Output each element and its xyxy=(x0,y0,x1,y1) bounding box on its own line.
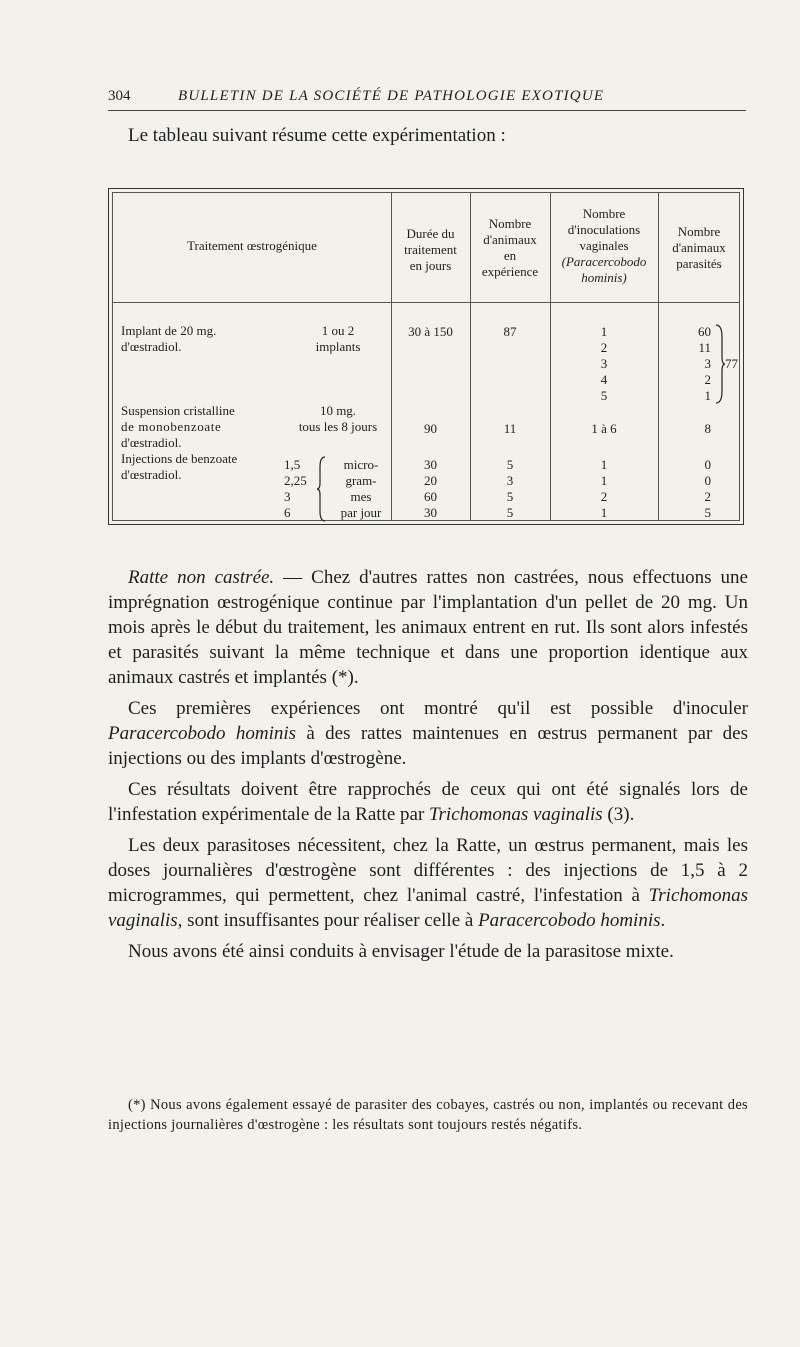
row3-duration-3: 60 xyxy=(424,489,437,504)
results-table xyxy=(108,188,744,525)
row3-inoc-4: 1 xyxy=(600,505,608,520)
row3-parasit-4: 5 xyxy=(704,505,711,520)
row3-animals-4: 5 xyxy=(506,505,514,520)
row2-inoc: 1 à 6 xyxy=(591,421,617,436)
row1-parasit-2: 11 xyxy=(698,340,711,355)
row3-dose-1: 1,5 xyxy=(284,457,301,472)
row3-dose-2: 2,25 xyxy=(284,473,307,488)
footnote: (*) Nous avons également essayé de parasiter des cobayes, castrés ou non, implantés ou recevant des injections journalières d'œstrogène : les résultats sont toujours restés négatifs. xyxy=(108,1097,748,1133)
row2-dose-line2: tous les 8 jours xyxy=(298,419,378,434)
row3-unit-3: mes xyxy=(350,489,372,504)
row1-parasit-5: 1 xyxy=(704,388,711,403)
row1-inoc-2: 2 xyxy=(600,340,608,355)
row3-parasit-1: 0 xyxy=(704,457,711,472)
paragraph-deux-parasitoses: Les deux parasitoses nécessitent, chez la Ratte, un œstrus permanent, mais les doses journalières d'œstrogène sont différentes : des injections de 1,5 à 2 microgrammes, qui permettent, chez l'animal castré, l'infestation à Trichomonas vaginalis, sont insuffisantes pour réaliser celle à Paracercobodo hominis. xyxy=(108,835,748,931)
page-header xyxy=(108,80,746,111)
row3-dose-3: 3 xyxy=(284,489,291,504)
row3-animals-2: 3 xyxy=(506,473,514,488)
header-inoculations: Nombre d'inoculations vaginales (Paracercobodo hominis) xyxy=(561,206,647,285)
row1-inoc-5: 5 xyxy=(600,388,608,403)
paragraph-premieres-experiences: Ces premières expériences ont montré qu'il est possible d'inoculer Paracercobodo hominis à des rattes maintenues en œstrus permanent par des injections ou des implants d'œstrogène. xyxy=(108,698,748,769)
table-inner-frame xyxy=(112,192,740,521)
row3-dose-4: 6 xyxy=(284,505,291,520)
row3-inoc-1: 1 xyxy=(600,457,608,472)
row2-duration: 90 xyxy=(424,421,437,436)
row2-animals: 11 xyxy=(503,421,517,436)
row3-treatment-line1: Injections de benzoate xyxy=(121,451,238,466)
body-paragraphs xyxy=(108,565,748,964)
row2-dose-line1: 10 mg. xyxy=(319,403,357,418)
row3-inoc-2: 1 xyxy=(600,473,608,488)
paragraph-ratte-non-castree: Ratte non castrée. — Chez d'autres rattes non castrées, nous effectuons une imprégnation œstrogénique continue par l'implantation d'un pellet de 20 mg. Un mois après le début du traitement, les animaux entrent en rut. Ils sont alors infestés et parasités suivant la même technique et dans une proportion identique aux animaux castrés et implantés (*). xyxy=(108,567,748,688)
row1-animals: 87 xyxy=(503,324,517,339)
row3-unit-1: micro- xyxy=(343,457,379,472)
row3-dose-brace xyxy=(316,455,328,523)
row1-duration: 30 à 150 xyxy=(408,324,453,339)
header-animals: Nombre d'animaux en expérience xyxy=(481,216,539,279)
paragraph-resultats: Ces résultats doivent être rapprochés de ceux qui ont été signalés lors de l'infestation expérimentale de la Ratte par Trichomonas vaginalis (3). xyxy=(108,779,748,825)
row1-total: 77 xyxy=(725,356,738,371)
row2-treatment-line3: d'œstradiol. xyxy=(121,435,182,450)
row1-treatment-line1: Implant de 20 mg. xyxy=(121,323,217,338)
row1-parasit-4: 2 xyxy=(704,372,711,387)
row3-inoc-3: 2 xyxy=(600,489,608,504)
intro-line: Le tableau suivant résume cette expérimentation : xyxy=(128,125,506,146)
row1-inoc-1: 1 xyxy=(600,324,608,339)
row2-treatment-line2: de monobenzoate xyxy=(121,419,222,434)
row3-unit-4: par jour xyxy=(340,505,382,520)
row1-treatment-line2: d'œstradiol. xyxy=(121,339,182,354)
running-title: BULLETIN DE LA SOCIÉTÉ DE PATHOLOGIE EXOTIQUE xyxy=(178,88,605,104)
row1-parasit-3: 3 xyxy=(704,356,711,371)
row3-treatment-line2: d'œstradiol. xyxy=(121,467,182,482)
row3-parasit-3: 2 xyxy=(704,489,711,504)
header-duration: Durée du traitement en jours xyxy=(404,226,457,273)
paragraph-parasitose-mixte: Nous avons été ainsi conduits à envisager l'étude de la parasitose mixte. xyxy=(128,941,674,962)
row3-duration-2: 20 xyxy=(424,473,437,488)
row3-unit-2: gram- xyxy=(345,473,377,488)
row3-animals-1: 5 xyxy=(506,457,514,472)
row1-dose-line2: implants xyxy=(315,339,361,354)
row3-duration-1: 30 xyxy=(424,457,437,472)
page-number: 304 xyxy=(108,88,131,104)
header-parasited: Nombre d'animaux parasités xyxy=(672,224,726,271)
row1-inoc-3: 3 xyxy=(600,356,608,371)
header-treatment: Traitement œstrogénique xyxy=(187,238,317,253)
row1-parasit-1: 60 xyxy=(698,324,711,339)
row2-parasit: 8 xyxy=(704,421,711,436)
row2-treatment-line1: Suspension cristalline xyxy=(121,403,235,418)
row1-inoc-4: 4 xyxy=(600,372,608,387)
row3-parasit-2: 0 xyxy=(704,473,711,488)
row1-dose-line1: 1 ou 2 xyxy=(321,323,355,338)
row3-duration-4: 30 xyxy=(424,505,437,520)
row3-animals-3: 5 xyxy=(506,489,514,504)
